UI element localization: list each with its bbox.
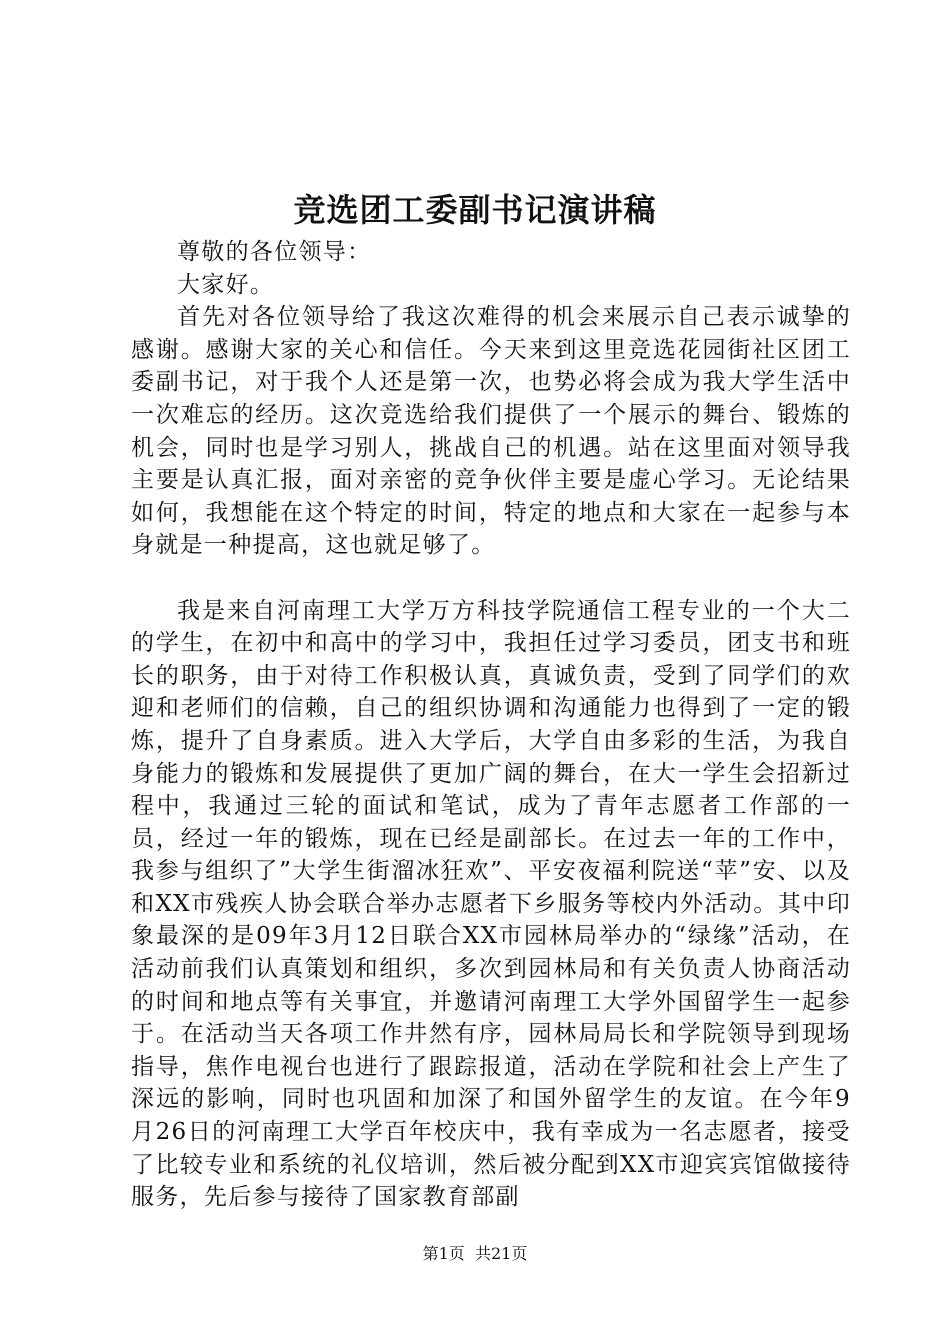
document-body bbox=[131, 236, 851, 1214]
document-title: 竞选团工委副书记演讲稿 bbox=[293, 191, 657, 229]
paragraph-2: 我是来自河南理工大学万方科技学院通信工程专业的一个大二的学生，在初中和高中的学习中，我担任过学习委员，团支书和班长的职务，由于对待工作积极认真，真诚负责，受到了同学们的欢迎和老师们的信赖，自己的组织协调和沟通能力也得到了一定的锻炼，提升了自身素质。进入大学后，大学自由多彩的生活，为我自身能力的锻炼和发展提供了更加广阔的舞台，在大一学生会招新过程中，我通过三轮的面试和笔试，成为了青年志愿者工作部的一员，经过一年的锻炼，现在已经是副部长。在过去一年的工作中，我参与组织了”大学生街溜冰狂欢”、平安夜福利院送“苹”安、以及和XX市残疾人协会联合举办志愿者下乡服务等校内外活动。其中印象最深的是09年3月12日联合XX市园林局举办的“绿缘”活动，在活动前我们认真策划和组织，多次到园林局和有关负责人协商活动的时间和地点等有关事宜，并邀请河南理工大学外国留学生一起参于。在活动当天各项工作井然有序，园林局局长和学院领导到现场指导，焦作电视台也进行了跟踪报道，活动在学院和社会上产生了深远的影响，同时也巩固和加深了和国外留学生的友谊。在今年9月26日的河南理工大学百年校庆中，我有幸成为一名志愿者，接受了比较专业和系统的礼仪培训，然后被分配到XX市迎宾宾馆做接待服务，先后参与接待了国家教育部副 bbox=[131, 597, 851, 1211]
paragraph-1: 首先对各位领导给了我这次难得的机会来展示自己表示诚挚的感谢。感谢大家的关心和信任。今天来到这里竞选花园街社区团工委副书记，对于我个人还是第一次，也势必将会成为我大学生活中一次难忘的经历。这次竞选给我们提供了一个展示的舞台、锻炼的机会，同时也是学习别人，挑战自己的机遇。站在这里面对领导我主要是认真汇报，面对亲密的竞争伙伴主要是虚心学习。无论结果如何，我想能在这个特定的时间，特定的地点和大家在一起参与本身就是一种提高，这也就足够了。 bbox=[131, 304, 851, 559]
greeting: 大家好。 bbox=[177, 271, 275, 298]
salutation: 尊敬的各位领导： bbox=[177, 239, 372, 265]
page-total: 共21页 bbox=[474, 1244, 528, 1263]
page-footer bbox=[0, 1243, 950, 1265]
page-number: 第1页 bbox=[422, 1244, 465, 1263]
